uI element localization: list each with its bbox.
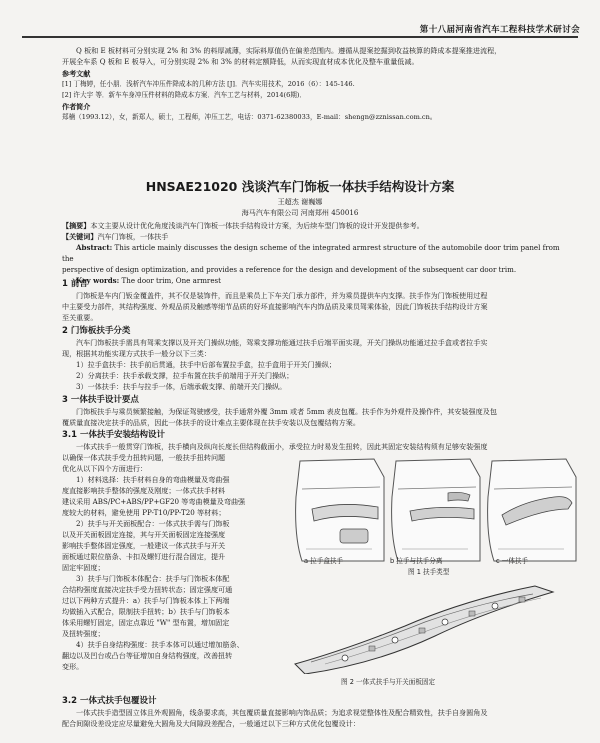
figure-1 xyxy=(290,455,580,575)
body-line: 汽车门饰板扶手需具有驾乘支撑以及开关门操纵功能，驾乘支撑功能通过扶手后端平面实现，开关门操纵功能通过拉手盒或者拉手实 xyxy=(76,338,488,347)
figure-1-caption-a: a 拉手盒扶手 xyxy=(304,557,344,565)
figure-1-caption-c: c 一体扶手 xyxy=(496,557,529,565)
references xyxy=(62,68,567,123)
body-line: 优化从以下四个方面进行： xyxy=(62,464,148,473)
body-line: 影响扶手整体固定强度，一般建议一体式扶手与开关 xyxy=(62,541,226,550)
author-intro-heading: 作者简介 xyxy=(62,102,91,111)
paper-title: HNSAE21020 浅谈汽车门饰板一体扶手结构设计方案 xyxy=(145,179,455,194)
intro-paragraph xyxy=(62,45,567,67)
body-line: 一体式扶手一般贯穿门饰板，扶手横向及纵向长度长但结构截面小，承受拉力时易发生扭转，因此其固定安装结构须有足够安装强度 xyxy=(76,442,488,451)
abstract-en-text-2: perspective of design optimization, and provides a reference for the design and development of the subsequent car door trim. xyxy=(62,265,517,274)
figure-1-title: 图 1 扶手类型 xyxy=(408,568,450,576)
section-heading: 3.2 一体式扶手包覆设计 xyxy=(62,696,157,706)
body-line: 均做插入式配合，限制扶手扭转；b）扶手与门饰板本 xyxy=(62,607,230,616)
section-3 xyxy=(62,395,567,428)
figure-2-title: 图 2 一体式扶手与开关面板固定 xyxy=(341,678,436,686)
body-line: 至关重要。 xyxy=(62,313,98,322)
section-3-1-intro xyxy=(62,430,567,452)
body-line: 中主要受力部件，其结构强度、外观品质及触感等细节品质的好坏直接影响汽车内饰品质及乘员驾乘体验，因此门饰板扶手结构设计方案 xyxy=(62,302,488,311)
figure-2-image xyxy=(285,580,575,674)
abstract-cn-text: 本文主要从设计优化角度浅谈汽车门饰板一体扶手结构设计方案，为后续车型门饰板的设计开发提供参考。 xyxy=(90,221,424,230)
body-line: 及扭转强度； xyxy=(62,629,105,638)
door-panel-a xyxy=(296,459,384,561)
abstract-block xyxy=(62,220,567,286)
abstract-cn-label: 【摘要】 xyxy=(62,221,91,230)
paper-affiliation: 海马汽车有限公司 河南郑州 450016 xyxy=(241,208,359,217)
body-line: 建议采用 ABS/PC+ABS/PP+GF20 等弯曲模量及弯曲强 xyxy=(62,497,246,506)
body-line: 过以下两种方式提升：a）扶手与门饰板本体上下两端 xyxy=(62,596,230,605)
keywords-en-label: Key words: xyxy=(76,276,120,285)
door-panel-b xyxy=(392,459,480,561)
body-line: 门饰板是车内门钣金覆盖件，其不仅是装饰件，而且是乘员上下车关门承力部件，并为乘员提供车内支撑。扶手作为门饰板使用过程 xyxy=(76,291,488,300)
body-line: 2）扶手与开关面板配合：一体式扶手需与门饰板 xyxy=(76,519,230,528)
body-line: 固定牢固度； xyxy=(62,563,105,572)
figure-2 xyxy=(285,580,575,686)
body-line: 度较大的材料，避免使用 PP-T10/PP-T20 等材料； xyxy=(62,508,226,517)
body-line: 以及开关面板固定连接，其与开关面板固定连接强度 xyxy=(62,530,226,539)
figure-1-caption-b: b 拉手与扶手分离 xyxy=(390,557,443,565)
header-rule xyxy=(22,36,578,38)
paper-byline xyxy=(62,196,538,218)
section-2 xyxy=(62,326,567,392)
body-line: 一体式扶手造型固立体且外观圆角，线条要求高，其包覆质量直接影响内饰品质；为追求视觉整体性及配合精致性，扶手自身圆角及 xyxy=(76,708,488,717)
reference-item: [1] 丁梅婷，任小朋．浅析汽车冲压件降成本的几种方法 [J]．汽车实用技术，2016（6）：145-146. xyxy=(62,80,355,88)
body-line: 4）扶手自身结构强度：扶手本体可以通过增加筋条、 xyxy=(76,640,244,649)
body-line: 覆质量直接决定扶手的品质，因此一体扶手的设计难点主要体现在扶手安装以及包覆结构方案。 xyxy=(62,418,360,427)
body-line: 面板通过限位筋条、卡扣及螺钉进行混合固定，提升 xyxy=(62,552,226,561)
intro-line: 开展全车系 Q 板和 E 板导入，可分别实现 2% 和 3% 的材料定额降低，从而实现直材成本优化及整车重量低减。 xyxy=(62,57,419,66)
section-heading: 3 一体扶手设计要点 xyxy=(62,395,139,405)
section-3-2 xyxy=(62,696,567,729)
intro-line: Q 板和 E 板材料可分别实现 2% 和 3% 的料厚减薄，实际料厚值仍在偏差范围内。遵循从提案挖掘到收益核算的降成本提案推进流程， xyxy=(76,46,502,55)
body-line: 配合间隙设差设定应尽量避免大圆角及大间隙段差配合，一般通过以下三种方式优化包覆设计： xyxy=(62,719,360,728)
running-header: 第十八届河南省汽车工程科技学术研讨会 xyxy=(419,25,580,35)
section-heading: 2 门饰板扶手分类 xyxy=(62,326,131,336)
list-item: 2）分离扶手：扶手承载支撑，拉手布置在扶手前端用于开关门操纵； xyxy=(76,371,294,380)
section-heading: 1 前言 xyxy=(62,279,88,289)
body-line: 变形。 xyxy=(62,662,84,671)
section-1 xyxy=(62,279,567,323)
body-line: 门饰板扶手与乘员频繁接触，为保证驾驶感受，扶手通常外覆 3mm 或者 5mm 表皮包覆。扶手作为外观件及操作件，其安装强度及包 xyxy=(76,407,497,416)
section-3-1-column xyxy=(62,452,282,672)
references-heading: 参考文献 xyxy=(62,69,91,78)
author-intro-text: 郑楠（1993.12），女，新郑人，硕士，工程师，冲压工艺，电话：0371-62380033，E-mail：shengn@zznissan.com.cn。 xyxy=(62,113,437,121)
keywords-cn-text: 汽车门饰板，一体扶手 xyxy=(97,232,169,241)
body-line: 1）材料选择：扶手材料自身的弯曲模量及弯曲强 xyxy=(76,475,230,484)
list-item: 1）拉手盒扶手：扶手前后贯通，扶手中后部布置拉手盒，拉手盒用于开关门操纵； xyxy=(76,360,336,369)
body-line: 以确保一体式扶手受力扭转问题，一般扶手扭转问题 xyxy=(62,453,226,462)
paper-authors: 王超杰 谢巍娜 xyxy=(277,197,323,206)
body-line: 合结构强度直接决定扶手受力扭转状态；固定强度可通 xyxy=(62,585,233,594)
body-line: 度直接影响扶手整体的强度及刚度；一体式扶手材料 xyxy=(62,486,226,495)
reference-item: [2] 许大宇 等．新车车身冲压件材料的降成本方案．汽车工艺与材料，2014(6期)． xyxy=(62,91,307,99)
door-panel-c xyxy=(488,459,576,561)
body-line: 体采用螺钉固定，固定点靠近 "W" 型布置，增加固定 xyxy=(62,618,230,627)
abstract-en-text: This article mainly discusses the design scheme of the integrated armrest structure of the automobile door trim panel from the xyxy=(62,243,560,263)
body-line: 现，根据其功能实现方式扶手一般分以下三类： xyxy=(62,349,211,358)
keywords-en-text: The door trim, One armrest xyxy=(119,276,222,285)
keywords-cn-label: 【关键词】 xyxy=(62,232,98,241)
abstract-en-label: Abstract: xyxy=(76,243,113,252)
list-item: 3）一体扶手：扶手与拉手一体，后端承载支撑、前端开关门操纵。 xyxy=(76,382,287,391)
section-heading: 3.1 一体扶手安装结构设计 xyxy=(62,430,166,440)
body-line: 翻边以及凹台或凸台等征增加自身结构强度，改善扭转 xyxy=(62,651,233,660)
figure-1-image xyxy=(290,455,580,567)
body-line: 3）扶手与门饰板本体配合：扶手与门饰板本体配 xyxy=(76,574,230,583)
